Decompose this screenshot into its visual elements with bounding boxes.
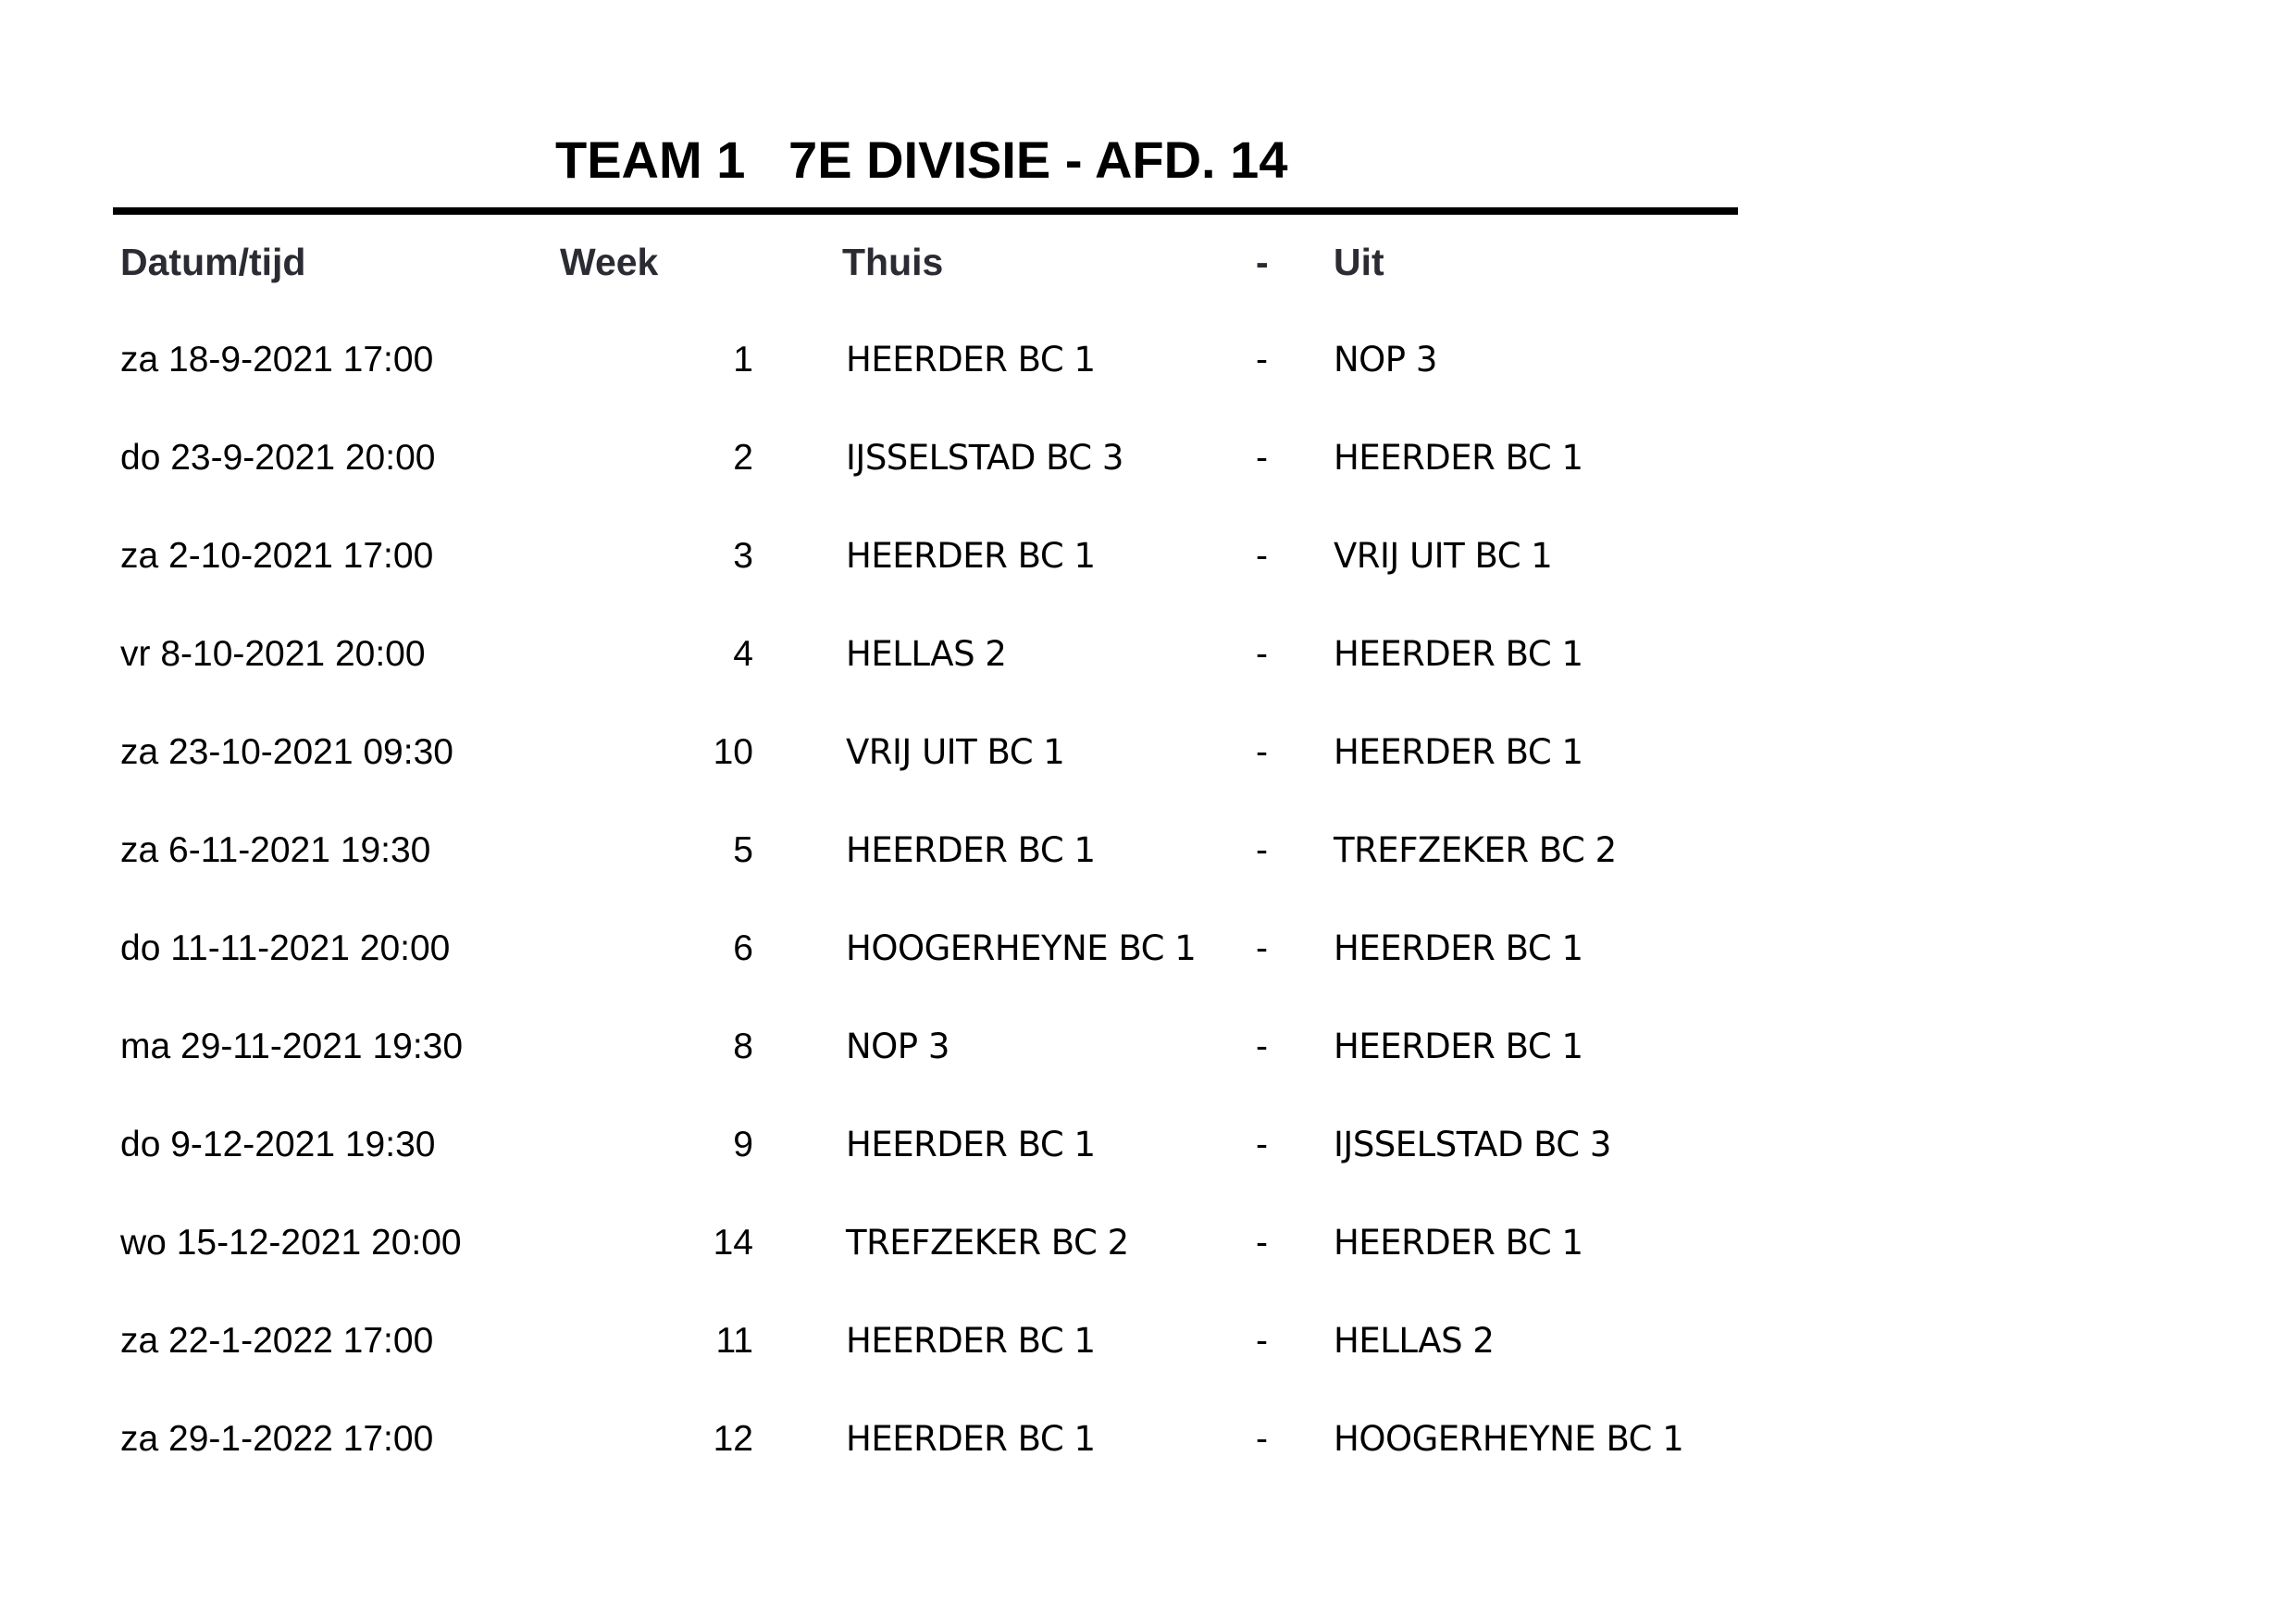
match-separator: - bbox=[1256, 1223, 1268, 1263]
table-row bbox=[0, 627, 2296, 682]
home-team: HEERDER BC 1 bbox=[846, 1125, 1096, 1164]
match-week: 9 bbox=[733, 1125, 753, 1164]
table-row bbox=[0, 921, 2296, 977]
match-date: za 18-9-2021 17:00 bbox=[120, 340, 434, 380]
away-team: IJSSELSTAD BC 3 bbox=[1334, 1125, 1611, 1164]
match-date: ma 29-11-2021 19:30 bbox=[120, 1027, 464, 1066]
home-team: HELLAS 2 bbox=[846, 634, 1007, 674]
division-label: 7E DIVISIE - AFD. 14 bbox=[788, 131, 1288, 189]
home-team: TREFZEKER BC 2 bbox=[846, 1223, 1129, 1263]
table-row bbox=[0, 529, 2296, 584]
away-team: HEERDER BC 1 bbox=[1334, 928, 1583, 968]
table-row bbox=[0, 1117, 2296, 1173]
match-date: za 6-11-2021 19:30 bbox=[120, 830, 431, 870]
table-row bbox=[0, 1215, 2296, 1271]
match-week: 8 bbox=[733, 1027, 753, 1066]
match-week: 14 bbox=[713, 1223, 753, 1263]
away-team: HEERDER BC 1 bbox=[1334, 438, 1583, 478]
column-header-home: Thuis bbox=[842, 241, 944, 283]
page-title bbox=[555, 128, 1287, 193]
match-separator: - bbox=[1256, 830, 1268, 870]
home-team: NOP 3 bbox=[846, 1027, 949, 1066]
match-separator: - bbox=[1256, 438, 1268, 478]
match-date: za 22-1-2022 17:00 bbox=[120, 1321, 434, 1361]
column-header-date: Datum/tijd bbox=[120, 241, 306, 283]
away-team: NOP 3 bbox=[1334, 340, 1437, 380]
table-row bbox=[0, 1412, 2296, 1467]
column-header-separator: - bbox=[1256, 241, 1269, 283]
match-separator: - bbox=[1256, 732, 1268, 772]
match-separator: - bbox=[1256, 1419, 1268, 1459]
match-week: 3 bbox=[733, 536, 753, 576]
table-row bbox=[0, 1313, 2296, 1369]
table-row bbox=[0, 430, 2296, 486]
match-week: 11 bbox=[715, 1321, 753, 1361]
away-team: HEERDER BC 1 bbox=[1334, 1223, 1583, 1263]
home-team: HEERDER BC 1 bbox=[846, 830, 1096, 870]
table-row bbox=[0, 725, 2296, 780]
match-week: 6 bbox=[733, 928, 753, 968]
match-separator: - bbox=[1256, 928, 1268, 968]
home-team: VRIJ UIT BC 1 bbox=[846, 732, 1065, 772]
match-separator: - bbox=[1256, 536, 1268, 576]
column-header-away: Uit bbox=[1334, 241, 1384, 283]
home-team: HOOGERHEYNE BC 1 bbox=[846, 928, 1197, 968]
match-date: za 23-10-2021 09:30 bbox=[120, 732, 453, 772]
away-team: TREFZEKER BC 2 bbox=[1334, 830, 1617, 870]
away-team: VRIJ UIT BC 1 bbox=[1334, 536, 1553, 576]
match-date: do 11-11-2021 20:00 bbox=[120, 928, 451, 968]
team-label: TEAM 1 bbox=[555, 131, 746, 189]
home-team: HEERDER BC 1 bbox=[846, 536, 1096, 576]
match-week: 1 bbox=[733, 340, 753, 380]
match-date: do 23-9-2021 20:00 bbox=[120, 438, 436, 478]
match-separator: - bbox=[1256, 634, 1268, 674]
match-date: za 2-10-2021 17:00 bbox=[120, 536, 434, 576]
match-date: vr 8-10-2021 20:00 bbox=[120, 634, 426, 674]
match-date: do 9-12-2021 19:30 bbox=[120, 1125, 436, 1164]
match-separator: - bbox=[1256, 1321, 1268, 1361]
away-team: HOOGERHEYNE BC 1 bbox=[1334, 1419, 1684, 1459]
away-team: HEERDER BC 1 bbox=[1334, 634, 1583, 674]
match-week: 4 bbox=[733, 634, 753, 674]
match-separator: - bbox=[1256, 340, 1268, 380]
table-row bbox=[0, 1019, 2296, 1075]
away-team: HEERDER BC 1 bbox=[1334, 1027, 1583, 1066]
match-week: 2 bbox=[733, 438, 753, 478]
home-team: IJSSELSTAD BC 3 bbox=[846, 438, 1123, 478]
title-divider bbox=[113, 207, 1738, 215]
home-team: HEERDER BC 1 bbox=[846, 340, 1096, 380]
match-separator: - bbox=[1256, 1125, 1268, 1164]
column-header-week: Week bbox=[560, 241, 659, 283]
match-separator: - bbox=[1256, 1027, 1268, 1066]
match-week: 5 bbox=[733, 830, 753, 870]
away-team: HELLAS 2 bbox=[1334, 1321, 1495, 1361]
match-week: 10 bbox=[713, 732, 753, 772]
home-team: HEERDER BC 1 bbox=[846, 1419, 1096, 1459]
match-week: 12 bbox=[713, 1419, 753, 1459]
away-team: HEERDER BC 1 bbox=[1334, 732, 1583, 772]
table-row bbox=[0, 332, 2296, 388]
home-team: HEERDER BC 1 bbox=[846, 1321, 1096, 1361]
table-row bbox=[0, 823, 2296, 878]
match-date: za 29-1-2022 17:00 bbox=[120, 1419, 434, 1459]
match-date: wo 15-12-2021 20:00 bbox=[120, 1223, 462, 1263]
